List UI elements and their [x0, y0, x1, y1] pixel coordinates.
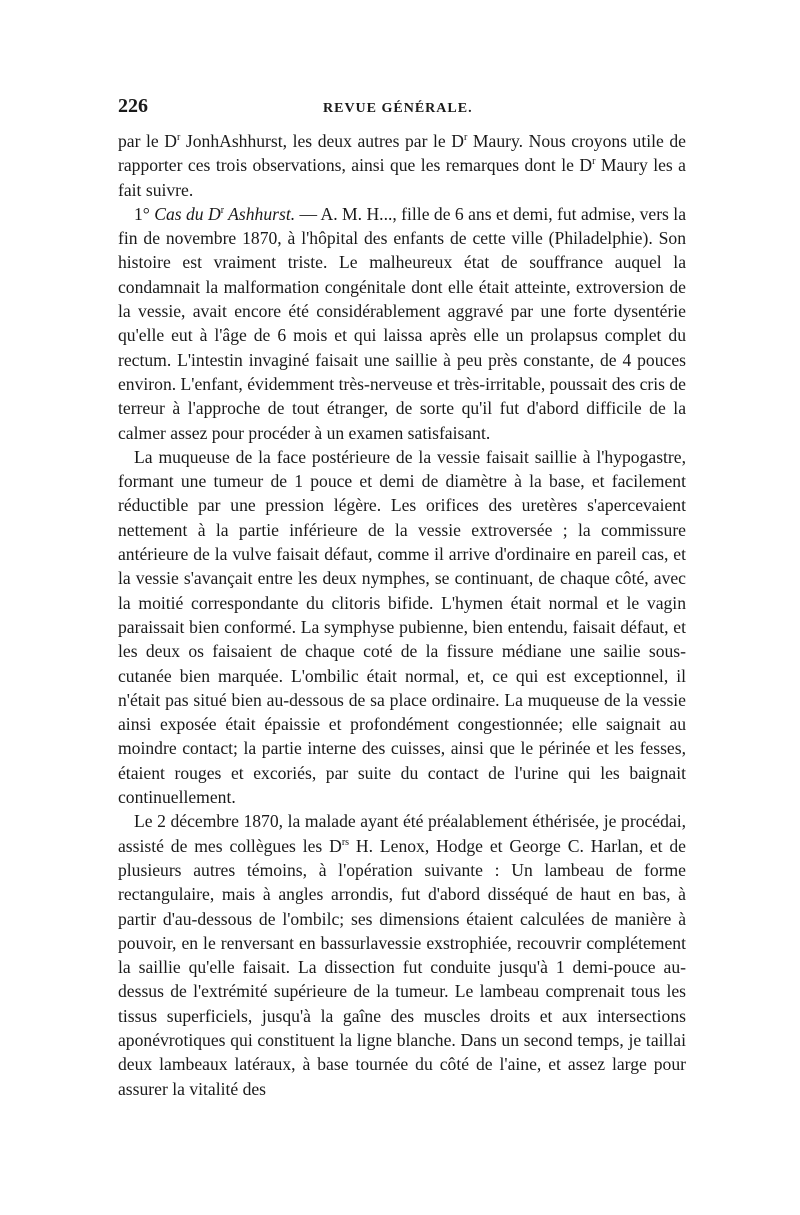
paragraph-continuation — [118, 129, 686, 202]
text-segment: La muqueuse de la face postérieure de la vessie faisait saillie à l'hypogastre, formant une tumeur de 1 pouce et demi de diamètre à la base, et facilement réductible par une pression légère. Les orifices des uretères s'apercevaient nettement à la partie inférieure de la vessie extroversée ; la commissure antérieure de la vulve faisait défaut, comme il arrive d'ordinaire en pareil cas, et la vessie s'avançait entre les deux nymphes, se continuant, de chaque côté, avec la moitié correspondante du clitoris bifide. L'hymen était normal et le vagin paraissait bien conformé. La symphyse pubienne, bien entendu, faisait défaut, et les deux os faisaient de chaque coté de la fissure médiane une sailie sous-cutanée bien marquée. L'ombilic était normal, et, ce qui est exceptionnel, il n'était pas situé bien au-dessous de sa place ordinaire. La muqueuse de la vessie ainsi exposée était épaissie et profondément congestionnée; elle saignait au moindre contact; la partie interne des cuisses, ainsi que le périnée et les fesses, étaient rouges et excoriés, par suite du contact de l'urine qui les baignait continuellement. — [118, 446, 686, 808]
running-header — [118, 95, 686, 127]
superscript: r — [464, 132, 468, 144]
paragraph-operation — [118, 809, 686, 1101]
superscript: rs — [341, 836, 350, 848]
case-heading-name: Ashhurst. — [224, 203, 296, 224]
paragraph-muqueuse — [118, 445, 686, 809]
paragraph-case-ashhurst — [118, 202, 686, 445]
body-text — [118, 129, 686, 1101]
text-segment: JonhAshhurst, les deux autres par le D — [180, 131, 464, 151]
text-segment: H. Lenox, Hodge et George C. Harlan, et de plusieurs autres témoins, à l'opération suivante : Un lambeau de forme rectangulaire, mais à angles arrondis, fut d'abord disséqué de haut en bas, à partir d'au-dessous de l'ombilc; ses dimensions étaient calculées de manière à pouvoir, en le renversant en bassurlavessie exstrophiée, recouvrir complétement la saillie qu'elle faisait. La dissection fut conduite jusqu'à 1 demi-pouce au-dessus de l'extrémité supérieure de la tumeur. Le lambeau comprenait tous les tissus superficiels, jusqu'à la gaîne des muscles droits et aux intersections aponévrotiques qui constituent la ligne blanche. Dans un second temps, je taillai deux lambeaux latéraux, à base tournée du côté de l'aine, et assez large pour assurer la vitalité des — [118, 835, 686, 1099]
page-number: 226 — [118, 95, 148, 117]
section-number: 1° — [134, 203, 155, 224]
superscript: r — [220, 205, 225, 217]
case-heading: Cas du D — [154, 203, 221, 224]
document-page — [118, 95, 686, 1101]
superscript: r — [176, 132, 181, 144]
running-title: REVUE GÉNÉRALE. — [323, 101, 473, 116]
text-segment: par le D — [118, 131, 177, 151]
superscript: r — [592, 156, 596, 168]
text-segment: Maury les a fait suivre. — [118, 155, 686, 200]
text-segment: Le 2 décembre 1870, la malade ayant été préalablement éthérisée, je procédai, assisté de mes collègues les D — [118, 811, 686, 856]
text-segment: Maury. Nous croyons utile de rapporter ces trois observations, ainsi que les remarques dont le D — [118, 131, 686, 176]
text-segment: — A. M. H..., fille de 6 ans et demi, fut admise, vers la fin de novembre 1870, à l'hôpital des enfants de cette ville (Philadelphie). Son histoire est vraiment triste. Le malheureux état de souffrance auquel la condamnait la malformation congénitale dont elle était atteinte, extroversion de la vessie, avait encore été considérablement aggravé par une forte dysentérie qu'elle eut à l'âge de 6 mois et qui laissa après elle un prolapsus complet du rectum. L'intestin invaginé faisait une saillie à peu près constante, de 4 pouces environ. L'enfant, évidemment très-nerveuse et très-irritable, poussait des cris de terreur à l'approche de tout étranger, de sorte qu'il fut d'abord difficile de la calmer assez pour procéder à un examen satisfaisant. — [118, 203, 687, 443]
